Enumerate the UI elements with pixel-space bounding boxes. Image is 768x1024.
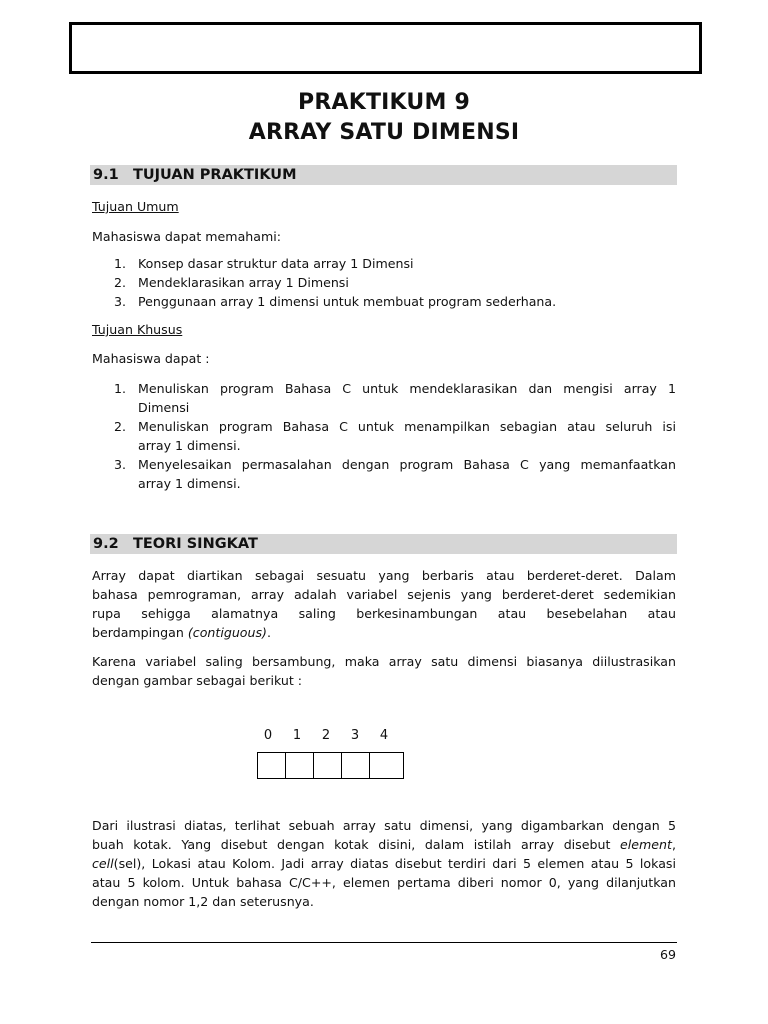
list-item-line: Menuliskan program Bahasa C untuk mendeklarasikan dan mengisi array 1: [138, 381, 676, 396]
section-title: TUJUAN PRAKTIKUM: [133, 167, 297, 183]
footer-divider: [91, 942, 677, 943]
list-item-line: Dimensi: [138, 400, 190, 415]
array-cell: [341, 752, 370, 779]
paragraph-line: dengan gambar sebagai berikut :: [92, 673, 303, 688]
list-item-line: Menuliskan program Bahasa C untuk menampilkan sebagian atau seluruh isi: [138, 419, 676, 434]
paragraph-line: dengan nomor 1,2 dan seterusnya.: [92, 894, 314, 909]
list-item-number: 1.: [114, 381, 127, 396]
array-index-label: 4: [379, 728, 389, 743]
list-item-number: 3.: [114, 294, 127, 309]
tujuan-khusus-intro: Mahasiswa dapat :: [92, 351, 210, 366]
list-item-number: 2.: [114, 275, 127, 290]
list-item-number: 3.: [114, 457, 127, 472]
section-number: 9.2: [93, 536, 119, 552]
paragraph-line: [92, 854, 676, 873]
array-cell: [313, 752, 342, 779]
section-header-tujuan: [90, 165, 677, 185]
text-run: .: [266, 625, 271, 640]
array-index-label: 0: [263, 728, 273, 743]
paragraph-line: bahasa pemrograman, array adalah variabel sejenis yang berderet-deret sedemikian: [92, 587, 676, 602]
paragraph-line: Array dapat diartikan sebagai sesuatu yang berbaris atau berderet-deret. Dalam: [92, 568, 676, 583]
paragraph-line: [92, 623, 676, 642]
list-item-number: 1.: [114, 256, 127, 271]
tujuan-umum-intro: Mahasiswa dapat memahami:: [92, 229, 281, 244]
array-cell: [257, 752, 286, 779]
list-item-line: array 1 dimensi.: [138, 476, 241, 491]
text-run: berdampingan: [92, 625, 188, 640]
array-index-label: 3: [350, 728, 360, 743]
subheading-tujuan-umum: Tujuan Umum: [92, 199, 179, 214]
paragraph-line: Dari ilustrasi diatas, terlihat sebuah array satu dimensi, yang digambarkan dengan 5: [92, 818, 676, 833]
list-item: Penggunaan array 1 dimensi untuk membuat program sederhana.: [138, 294, 557, 309]
list-item-number: 2.: [114, 419, 127, 434]
section-title: TEORI SINGKAT: [133, 536, 258, 552]
list-item-line: Menyelesaikan permasalahan dengan program Bahasa C yang memanfaatkan: [138, 457, 676, 472]
page-number: 69: [659, 947, 676, 962]
text-run: ,: [671, 837, 676, 852]
array-index-label: 2: [321, 728, 331, 743]
list-item-line: array 1 dimensi.: [138, 438, 241, 453]
paragraph-line: [92, 835, 676, 854]
list-item: Mendeklarasikan array 1 Dimensi: [138, 275, 349, 290]
paragraph-line: Karena variabel saling bersambung, maka array satu dimensi biasanya diilustrasikan: [92, 654, 676, 669]
subheading-tujuan-khusus: Tujuan Khusus: [92, 322, 183, 337]
italic-term: (contiguous): [187, 625, 267, 640]
array-index-label: 1: [292, 728, 302, 743]
text-run: (sel), Lokasi atau Kolom. Jadi array diatas disebut terdiri dari 5 elemen atau 5 lokasi: [113, 856, 676, 871]
section-number: 9.1: [93, 167, 119, 183]
array-cell: [285, 752, 314, 779]
italic-term: element: [620, 837, 672, 852]
page-title-line1: PRAKTIKUM 9: [298, 90, 470, 115]
list-item: Konsep dasar struktur data array 1 Dimensi: [138, 256, 414, 271]
text-run: buah kotak. Yang disebut dengan kotak disini, dalam istilah array disebut: [92, 837, 621, 852]
header-box: [69, 22, 702, 74]
page-title-line2: ARRAY SATU DIMENSI: [248, 120, 520, 145]
array-cell: [369, 752, 404, 779]
paragraph-line: rupa sehigga alamatnya saling berkesinambungan atau besebelahan atau: [92, 606, 676, 621]
section-header-teori: [90, 534, 677, 554]
italic-term: cell: [92, 856, 114, 871]
paragraph-line: atau 5 kolom. Untuk bahasa C/C++, elemen pertama diberi nomor 0, yang dilanjutkan: [92, 875, 676, 890]
